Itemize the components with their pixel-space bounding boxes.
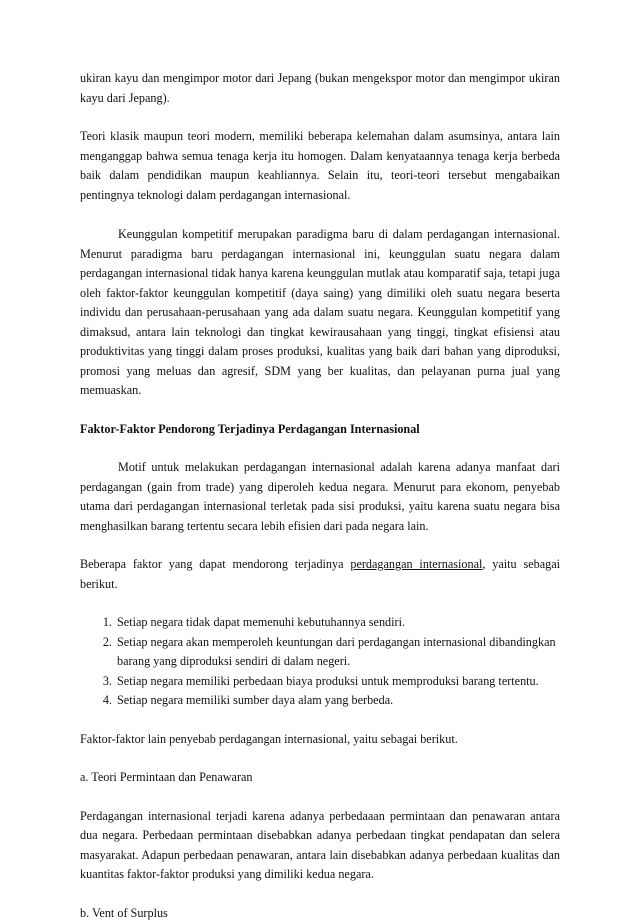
subheading-vent-of-surplus: b. Vent of Surplus xyxy=(80,904,560,923)
paragraph-demand-supply: Perdagangan internasional terjadi karena adanya perbedaaan permintaan dan penawaran antara dua negara. Perbedaan permintaan disebabkan adanya perbedaan tingkat pendapatan dan selera masyarakat. Adapun perbedaan penawaran, antara lain disebabkan adanya perbedaan kualitas dan kuantitas faktor-faktor produksi yang dimiliki kedua negara. xyxy=(80,807,560,885)
paragraph-factors-intro xyxy=(80,555,560,594)
paragraph-continuation: ukiran kayu dan mengimpor motor dari Jepang (bukan mengekspor motor dan mengimpor ukiran kayu dari Jepang). xyxy=(80,69,560,108)
paragraph-competitive-advantage: Keunggulan kompetitif merupakan paradigma baru di dalam perdagangan internasional. Menurut paradigma baru perdagangan internasional ini, keunggulan suatu negara dalam perdagangan internasional tidak hanya karena keunggulan mutlak atau komparatif saja, tetapi juga oleh faktor-faktor keunggulan kompetitif (daya saing) yang dimiliki oleh suatu negara beserta individu dan perusahaan-perusahaan yang ada dalam suatu negara. Keunggulan kompetitif yang dimaksud, antara lain teknologi dan tingkat kewirausahaan yang tinggi, tingkat efisiensi atau produktivitas yang tinggi dalam proses produksi, kualitas yang baik dari bahan yang diproduksi, promosi yang meluas dan agresif, SDM yang ber kualitas, dan pelayanan purna jual yang memuaskan. xyxy=(80,225,560,401)
list-item: 1. Setiap negara tidak dapat memenuhi kebutuhannya sendiri. xyxy=(115,613,560,633)
factors-intro-text: Beberapa faktor yang dapat mendorong terjadinya xyxy=(80,557,350,571)
internasional-trade-link[interactable]: perdagangan internasional xyxy=(350,557,482,571)
section-heading: Faktor-Faktor Pendorong Terjadinya Perdagangan Internasional xyxy=(80,420,560,440)
list-item: 4. Setiap negara memiliki sumber daya alam yang berbeda. xyxy=(115,691,560,711)
paragraph-trade-motive: Motif untuk melakukan perdagangan internasional adalah karena adanya manfaat dari perdagangan (gain from trade) yang diperoleh kedua negara. Menurut para ekonom, penyebab utama dari perdagangan internasional terletak pada sisi produksi, yaitu karena suatu negara bisa menghasilkan barang tertentu secara lebih efisien dari pada negara lain. xyxy=(80,458,560,536)
factors-intro-suffix: , yaitu sebagai berikut. xyxy=(80,557,560,591)
paragraph-other-factors: Faktor-faktor lain penyebab perdagangan internasional, yaitu sebagai berikut. xyxy=(80,730,560,750)
list-item: 3. Setiap negara memiliki perbedaan biaya produksi untuk memproduksi barang tertentu. xyxy=(115,672,560,692)
list-item: 2. Setiap negara akan memperoleh keuntungan dari perdagangan internasional dibandingkan barang yang diproduksi sendiri di dalam negeri. xyxy=(115,633,560,672)
subheading-demand-supply: a. Teori Permintaan dan Penawaran xyxy=(80,768,560,788)
factors-list xyxy=(80,613,560,711)
paragraph-classical-theory: Teori klasik maupun teori modern, memiliki beberapa kelemahan dalam asumsinya, antara lain menganggap bahwa semua tenaga kerja itu homogen. Dalam kenyataannya tenaga kerja berbeda baik dalam pendidikan maupun keahliannya. Selain itu, teori-teori tersebut mengabaikan pentingnya teknologi dalam perdagangan internasional. xyxy=(80,127,560,205)
